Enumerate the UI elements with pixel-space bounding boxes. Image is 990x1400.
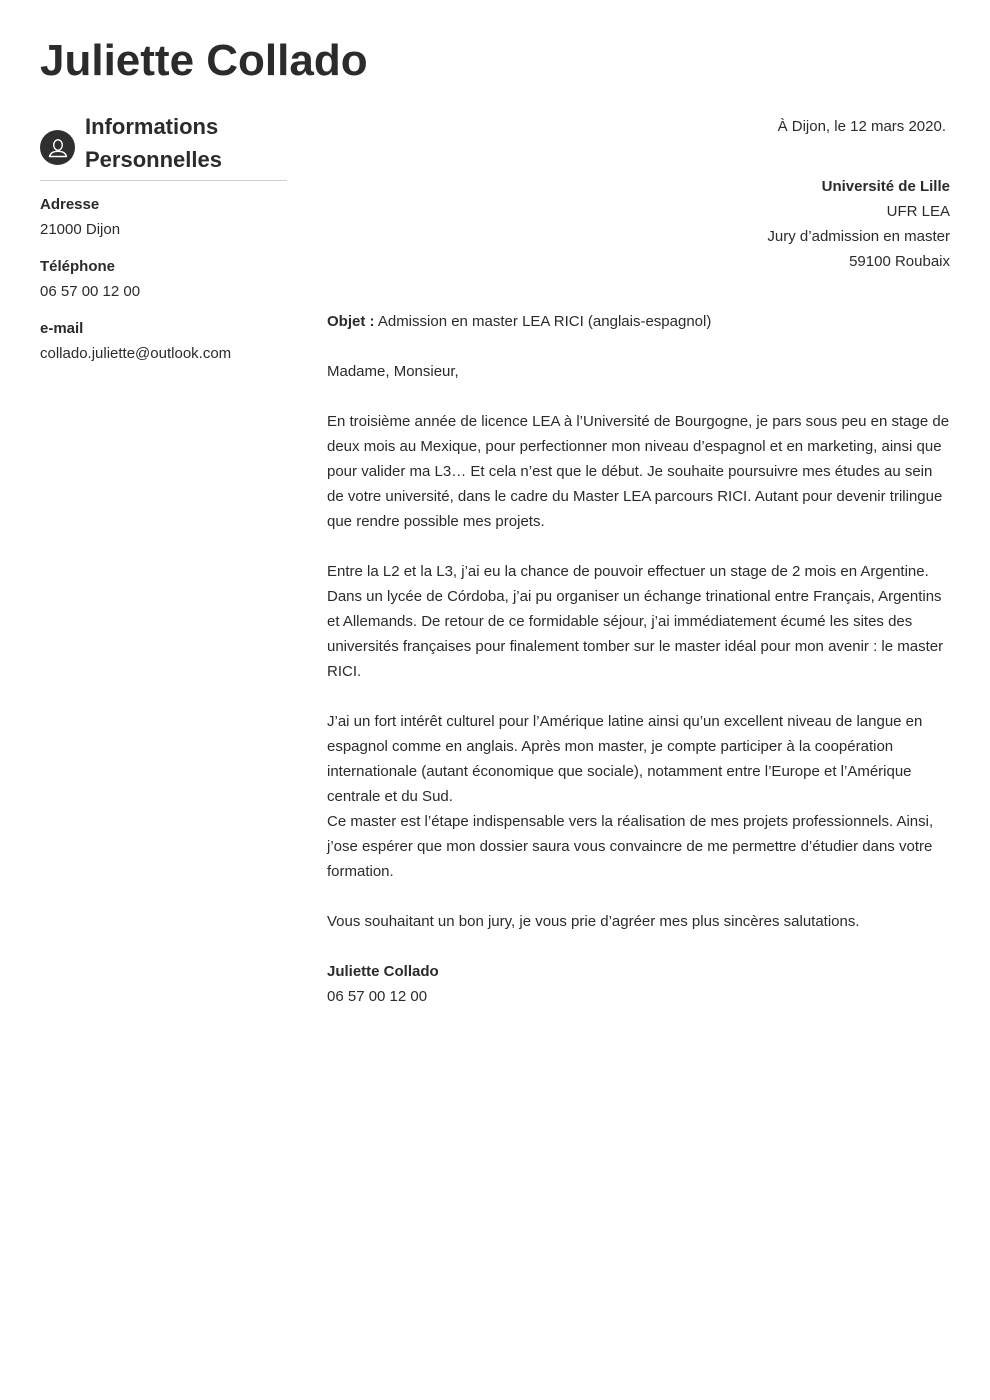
letter-date: À Dijon, le 12 mars 2020. (777, 118, 946, 135)
paragraph-2: Entre la L2 et la L3, j’ai eu la chance de pouvoir effectuer un stage de 2 mois en Argentine. Dans un lycée de Córdoba, j’ai pu organiser un échange trinational entre Français, Argentins et Allemands. De retour de ce formidable séjour, j’ai immédiatement écumé les sites des universités françaises pour finalement tomber sur le master idéal pour mon avenir : le master RICI. (327, 563, 944, 680)
address-label: Adresse (40, 196, 100, 213)
address-value: 21000 Dijon (40, 221, 121, 238)
subject-line (327, 309, 952, 334)
closing-line: Vous souhaitant un bon jury, je vous prie d’agréer mes plus sincères salutations. (327, 913, 860, 930)
phone-value: 06 57 00 12 00 (40, 283, 141, 300)
subject-text: Admission en master LEA RICI (anglais-espagnol) (377, 313, 712, 330)
personal-info-sidebar (40, 110, 287, 366)
salutation: Madame, Monsieur, (327, 363, 459, 380)
recipient-city: 59100 Roubaix (849, 253, 950, 270)
recipient-dept: UFR LEA (886, 203, 950, 220)
paragraph-1: En troisième année de licence LEA à l’Université de Bourgogne, je pars sous peu en stage de deux mois au Mexique, pour perfectionner mon niveau d’espagnol et en marketing, ainsi que pour valider ma L3… Et cela n’est que le début. Je souhaite poursuivre mes études au sein de votre université, dans le cadre du Master LEA parcours RICI. Autant pour devenir trilingue que rendre possible mes projets. (327, 413, 950, 530)
subject-label: Objet : (327, 313, 375, 330)
paragraph-3 (327, 709, 952, 884)
signature-name: Juliette Collado (327, 963, 439, 980)
personal-info-title: Informations Personnelles (85, 114, 222, 172)
recipient-jury: Jury d’admission en master (767, 228, 950, 245)
letter-body (327, 309, 952, 1009)
person-icon (40, 130, 75, 165)
recipient-org: Université de Lille (821, 178, 950, 195)
phone-label: Téléphone (40, 258, 116, 275)
recipient-block (767, 174, 950, 274)
paragraph-3a: J’ai un fort intérêt culturel pour l’Amérique latine ainsi qu’un excellent niveau de langue en espagnol comme en anglais. Après mon master, je compte participer à la coopération internationale (autant économique que sociale), notamment entre l’Europe et l’Amérique centrale et du Sud. (327, 713, 923, 805)
personal-info-header (40, 110, 287, 181)
email-label: e-mail (40, 320, 84, 337)
paragraph-3b: Ce master est l’étape indispensable vers la réalisation de mes projets professionnels. Ainsi, j’ose espérer que mon dossier saura vous convaincre de me permettre d’étudier dans votre formation. (327, 813, 934, 880)
page-title: Juliette Collado (40, 36, 368, 85)
email-value: collado.juliette@outlook.com (40, 345, 232, 362)
signature-phone: 06 57 00 12 00 (327, 988, 428, 1005)
